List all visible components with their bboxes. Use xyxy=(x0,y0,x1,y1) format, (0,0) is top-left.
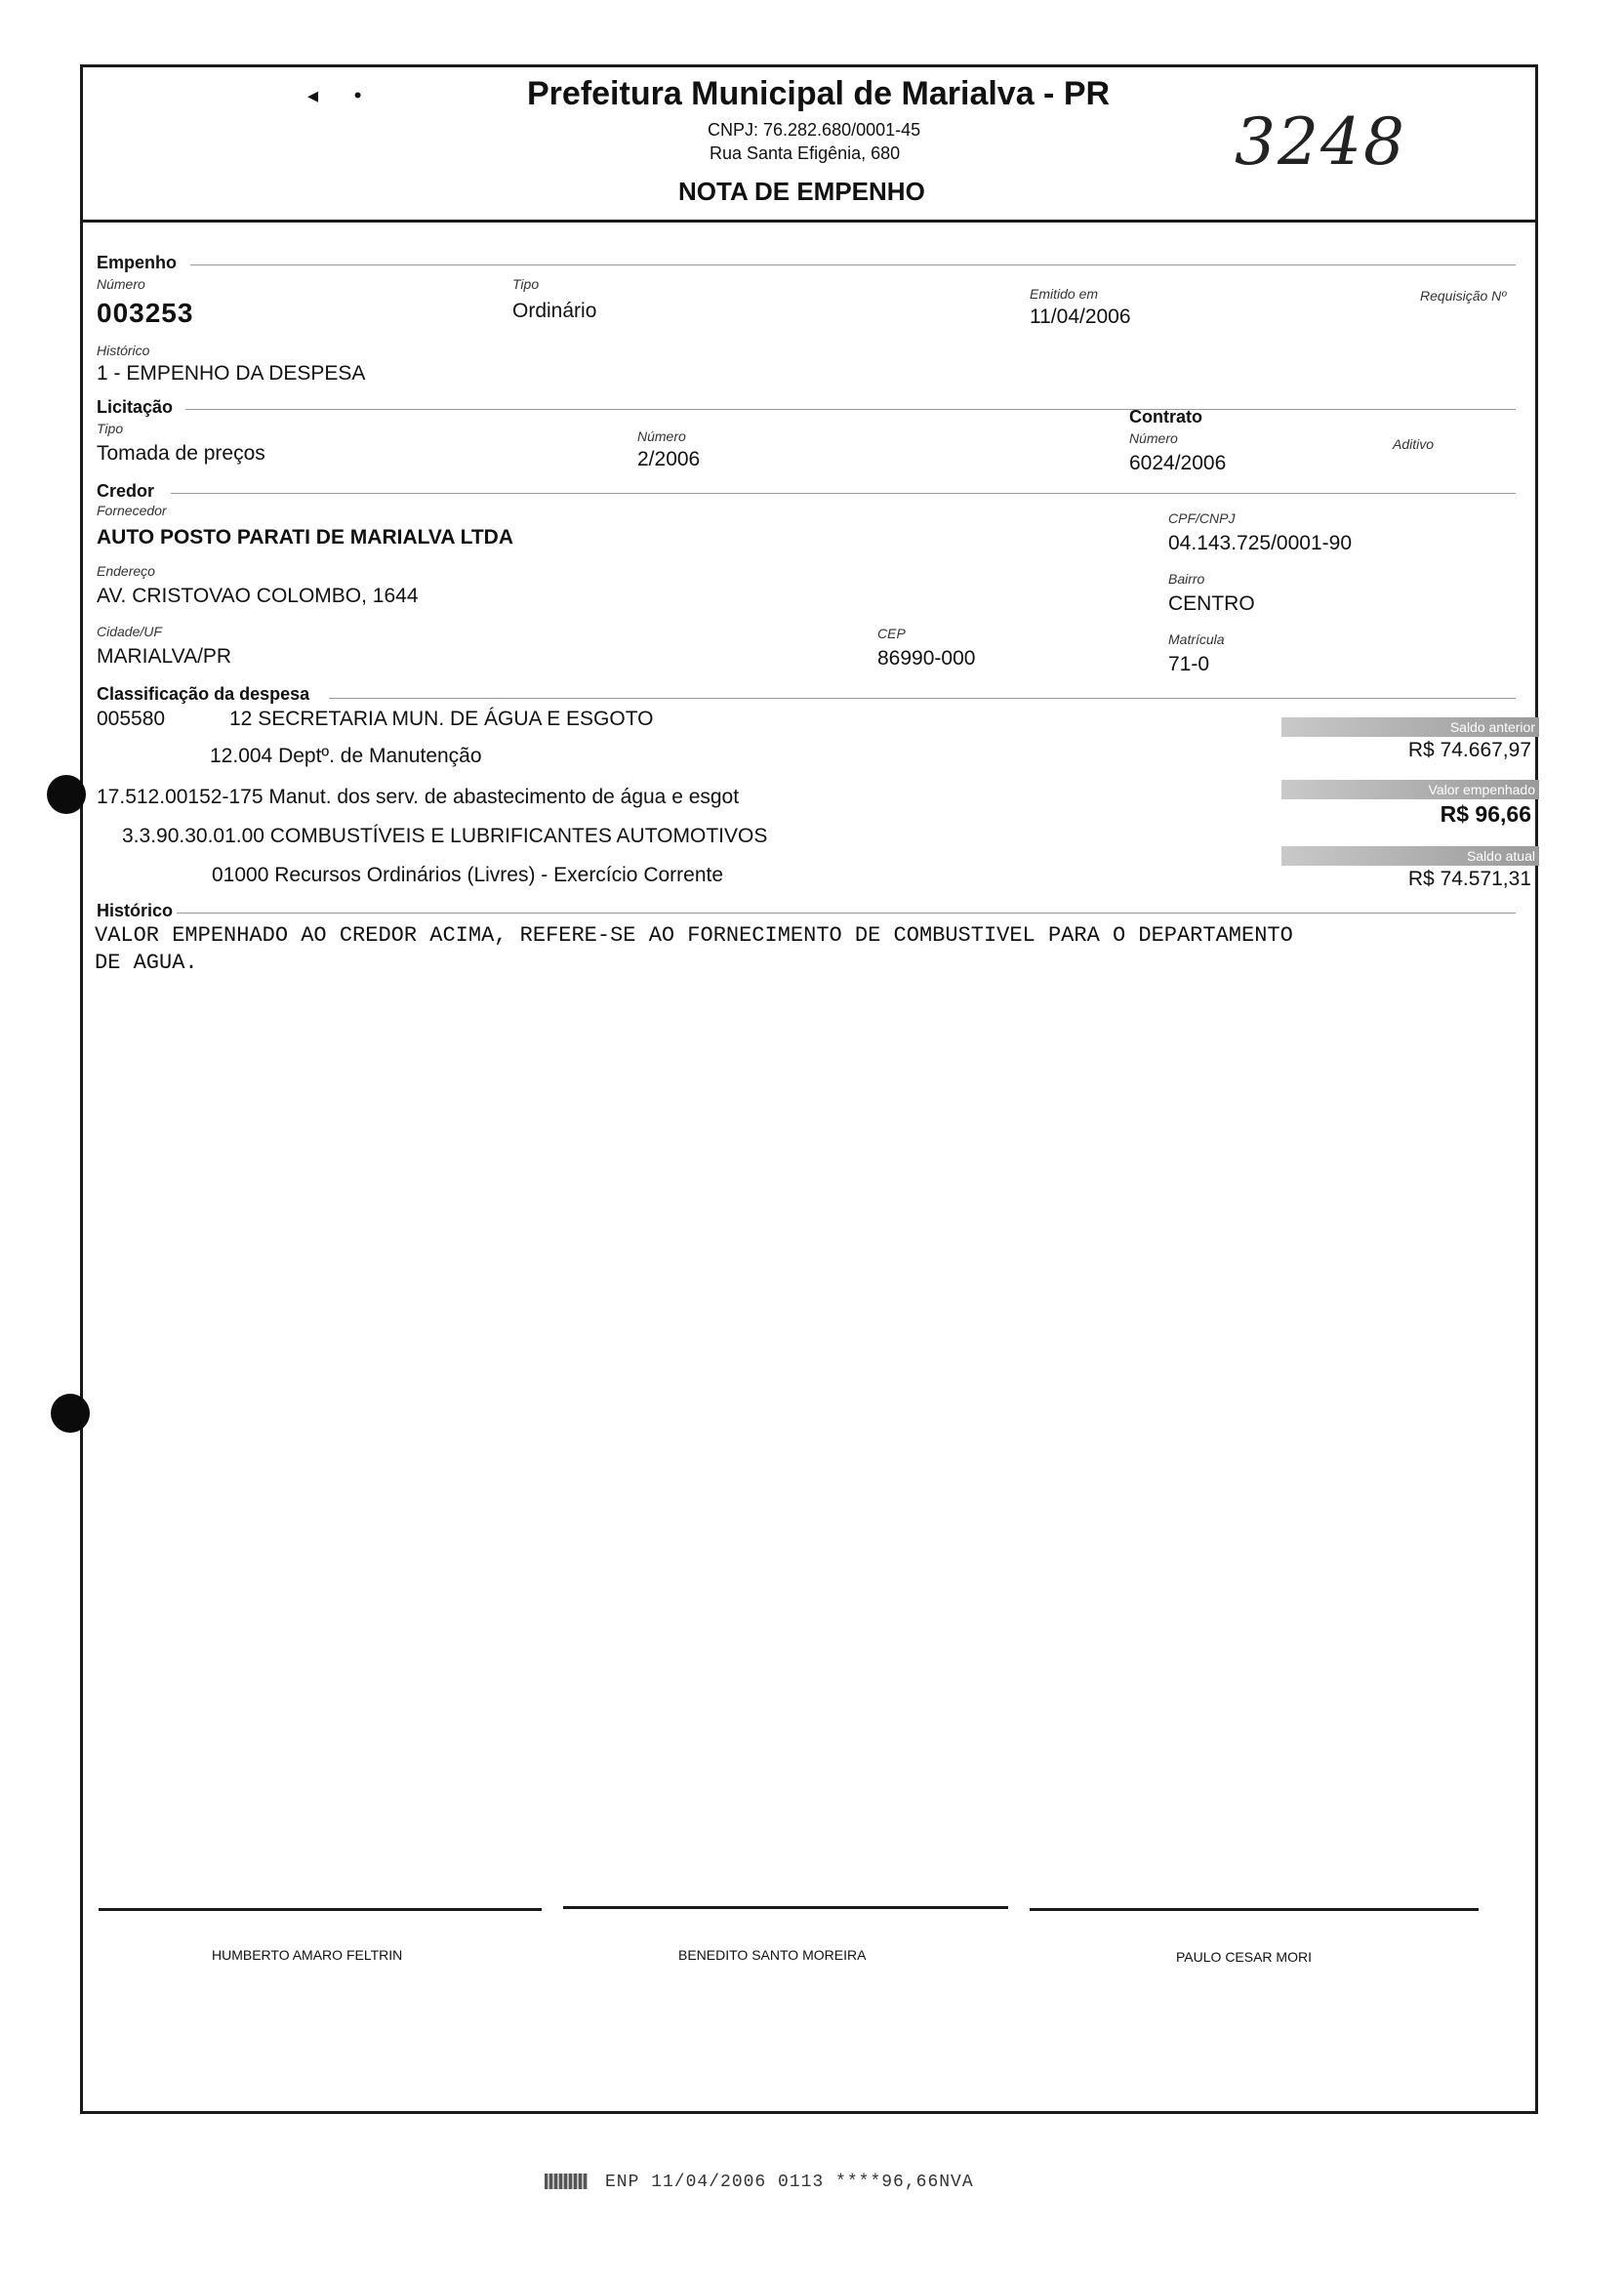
matricula-value: 71-0 xyxy=(1168,653,1210,675)
emitido-date: 11/04/2006 xyxy=(1030,305,1131,328)
printer-logo-icon xyxy=(545,2174,588,2189)
municipality-title: Prefeitura Municipal de Marialva - PR xyxy=(527,75,1111,112)
address-line: Rua Santa Efigênia, 680 xyxy=(710,143,901,163)
signatory-2: BENEDITO SANTO MOREIRA xyxy=(678,1947,867,1963)
empenho-numero: 003253 xyxy=(97,298,194,328)
licitacao-tipo-label: Tipo xyxy=(97,421,124,436)
historico-line1: VALOR EMPENHADO AO CREDOR ACIMA, REFERE-SE AO FORNECIMENTO DE COMBUSTIVEL PARA O DEPARTAMENTO xyxy=(95,923,1293,948)
section-historico: Histórico xyxy=(97,901,174,920)
saldo-atual-value: R$ 74.571,31 xyxy=(1407,868,1531,890)
historico-line2: DE AGUA. xyxy=(95,951,198,975)
section-divider xyxy=(329,698,1516,699)
document-title: NOTA DE EMPENHO xyxy=(678,177,925,206)
bairro-value: CENTRO xyxy=(1168,592,1255,615)
saldo-anterior-label: Saldo anterior xyxy=(1281,717,1539,737)
cnpj-line: CNPJ: 76.282.680/0001-45 xyxy=(708,120,921,140)
empenho-historico: 1 - EMPENHO DA DESPESA xyxy=(97,362,366,385)
section-contrato: Contrato xyxy=(1129,407,1202,427)
signature-line xyxy=(99,1908,542,1911)
saldo-atual-label: Saldo atual xyxy=(1281,846,1539,866)
empenho-tipo-label: Tipo xyxy=(512,276,540,292)
section-divider xyxy=(171,493,1516,494)
cep-label: CEP xyxy=(877,626,906,641)
section-classificacao: Classificação da despesa xyxy=(97,684,310,704)
contrato-numero-label: Número xyxy=(1129,430,1178,446)
footer-stamp xyxy=(545,2173,974,2192)
section-divider xyxy=(190,264,1516,265)
signatory-3: PAULO CESAR MORI xyxy=(1176,1949,1312,1965)
fornecedor-name: AUTO POSTO PARATI DE MARIALVA LTDA xyxy=(97,526,513,549)
classificacao-line4: 3.3.90.30.01.00 COMBUSTÍVEIS E LUBRIFICANTES AUTOMOTIVOS xyxy=(122,825,768,847)
empenho-tipo: Ordinário xyxy=(512,300,597,322)
signatory-1: HUMBERTO AMARO FELTRIN xyxy=(212,1947,403,1963)
classificacao-code: 005580 xyxy=(97,708,166,730)
cidade-label: Cidade/UF xyxy=(97,624,162,639)
header-divider xyxy=(83,220,1535,223)
section-divider xyxy=(177,913,1516,914)
cpf-value: 04.143.725/0001-90 xyxy=(1168,532,1353,554)
classificacao-line2: 12.004 Deptº. de Manutenção xyxy=(210,745,482,767)
valor-empenhado-label: Valor empenhado xyxy=(1281,780,1539,799)
classificacao-line1: 12 SECRETARIA MUN. DE ÁGUA E ESGOTO xyxy=(229,708,654,730)
cpf-label: CPF/CNPJ xyxy=(1168,510,1236,526)
endereco-label: Endereço xyxy=(97,563,155,579)
bairro-label: Bairro xyxy=(1168,571,1205,587)
punch-hole xyxy=(47,775,86,814)
endereco-value: AV. CRISTOVAO COLOMBO, 1644 xyxy=(97,585,419,607)
cidade-value: MARIALVA/PR xyxy=(97,645,232,668)
aditivo-label: Aditivo xyxy=(1393,436,1435,452)
empenho-historico-label: Histórico xyxy=(97,343,150,358)
licitacao-numero-label: Número xyxy=(637,428,686,444)
requisicao-label: Requisição Nº xyxy=(1420,288,1507,304)
signature-line xyxy=(1030,1908,1479,1911)
matricula-label: Matrícula xyxy=(1168,631,1225,647)
document-frame xyxy=(80,64,1538,2114)
classificacao-line5: 01000 Recursos Ordinários (Livres) - Exercício Corrente xyxy=(212,864,724,886)
cep-value: 86990-000 xyxy=(877,647,976,670)
handwritten-number: 3248 xyxy=(1235,104,1406,180)
classificacao-line3: 17.512.00152-175 Manut. dos serv. de abastecimento de água e esgot xyxy=(97,786,740,808)
section-divider xyxy=(185,409,1516,410)
valor-empenhado-value: R$ 96,66 xyxy=(1440,801,1531,827)
contrato-numero: 6024/2006 xyxy=(1129,452,1227,474)
footer-stamp-text: ENP 11/04/2006 0113 ****96,66NVA xyxy=(605,2173,974,2192)
saldo-anterior-value: R$ 74.667,97 xyxy=(1407,739,1531,761)
section-credor: Credor xyxy=(97,481,155,501)
header-ornament: ◂ • xyxy=(307,83,362,107)
signature-line xyxy=(563,1906,1008,1909)
licitacao-numero: 2/2006 xyxy=(637,448,701,470)
fornecedor-label: Fornecedor xyxy=(97,503,167,518)
section-empenho: Empenho xyxy=(97,253,178,272)
section-licitacao: Licitação xyxy=(97,397,174,417)
punch-hole xyxy=(51,1394,90,1433)
empenho-numero-label: Número xyxy=(97,276,145,292)
licitacao-tipo: Tomada de preços xyxy=(97,442,265,465)
emitido-label: Emitido em xyxy=(1030,286,1099,302)
